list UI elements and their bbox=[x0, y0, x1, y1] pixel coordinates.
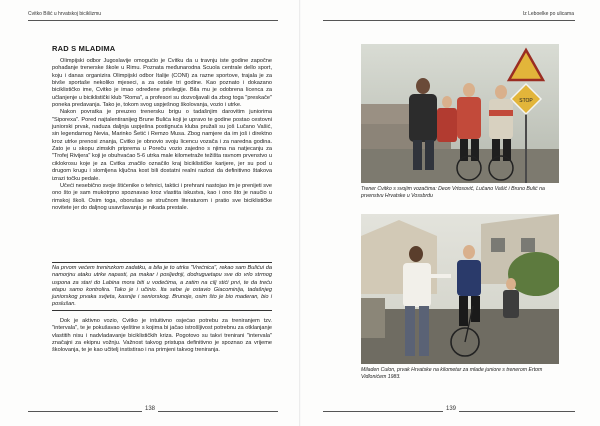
paragraph-1: Olimpijski odbor Jugoslavije omogućio je Cvitku da u travnju iste godine započne pohađanje trenerske škole u Rimu. Poznata međunarodna Scuola centrale dello sport, koju i danas organizira Olimpijski odbor Italije (CONI) za razne sportove, trajala je za bivše sportaše nekoliko mjeseci, a za ostale tri godine. Kao poznato i dokazano biciklističko ime, Cvitko je imao određene privilegije. Bila mu je odobrena licenca za učlanjenje u biciklistički klub "Roma", a profesori su dozvoljavali da zbog toga "preskače" poneka predavanja. Tako je, tokom svog uspješnog školovanja, vozio i utrke. bbox=[52, 58, 272, 109]
photo-cyclists-with-coach bbox=[361, 44, 559, 183]
sign-label: STOP bbox=[519, 98, 533, 104]
section-title: RAD S MLADIMA bbox=[52, 44, 116, 53]
closing-paragraph: Dok je aktivno vozio, Cvitko je intuitivno osjećao potrebu za treniranjem tzv. "intervala", te je pokušavao vještine s kojima bi jačao istrošljivost potrebnu za otklanjanje vlastitih nisu i nadvladavanje biciklističkih kriza. Pogotovo su takvi trenirani "intervala" značajni za ekipnu vožnju. Važnost takvog pristupa definitivno je spoznao za vrijeme školovanja, te je kao učitelj instistirao i na primjeni takvog treniranja. bbox=[52, 318, 272, 354]
quote-text: Na prvom većem treninzkom zadatku, a bila je to utrka "Vrećnica", rekao sam Bulićui da namorjnu ataku utrke napasti, pa makar i posljednji, dodruguetapu sve do vrlo strmog uspona za stari do Labina mora biti u vodećima, a zatim na cilj stići prvi, te da treću etapu samo kontrolira. Tako je i učinio. Ita sebe je ostavio Giacominija, tadašnjeg juniorskog prvaka svijeta, kasnije i seniorskog. Brunoje, osim što je bio maderan, bio i poslušan. bbox=[52, 265, 272, 308]
left-body-text bbox=[52, 58, 272, 212]
paragraph-2: Nakon povratka je preuzeo trenersku brigu o tadašnjim darovitim juniorima "Siporexa". Pored najtalentiranijeg Brune Bulića koji je upravo te godine postao cestovni juniorski prvak, naduza daljnja uspješna postignuća kluba pružali su još Lučano Vašić, sin legendarnog Nevia, Marinko Šetić i Remzo Musa. Zbog namjere da im još i direktno kroz utrke prenosi znanja, Cvitko je obnovio svoju licencu vozača i za naredna godina. Zato je u skopu zimskih priprema u Poreču vozio zajedno s njima na natjecanju za "Trofej Rivijera" koji je obuhvaćao 5-6 utrka male kilometraže težišta ravnom prvenstvo u ciklokrosu koje je za Cvitka značilo označilo kraj biciklističke karijere, jer su pod u drugom krugu i slomljena ključna kost bili dostatni realni razlozi da definitivno štakova izrazi točku pedale. bbox=[52, 109, 272, 182]
left-closing-text bbox=[52, 318, 272, 355]
right-page-number: 139 bbox=[443, 406, 459, 412]
right-running-head: Iz Leboelke po ulicama bbox=[522, 11, 574, 17]
photo-2-image bbox=[361, 214, 559, 364]
left-running-head: Cvitko Bilić u hrvatskoj biciklizmu bbox=[28, 11, 102, 17]
caption-photo-1: Trener Cvitko s svojim vozačima: Deon Vrtosović, Lučano Vašić i Bruno Bulić na prvenstvu Hrvatske u Vossbrdu bbox=[361, 186, 545, 199]
left-page-number: 138 bbox=[142, 406, 158, 412]
left-header-rule bbox=[28, 20, 278, 21]
right-page bbox=[301, 0, 600, 426]
paragraph-3: Učeći nesebično svoje štićenike o tehnici, taktici i prehrani nastojao im je prenijeti sve ono što je sam mukotrpno spoznavao kroz vlastita iskustva, kao i ono što je naučio u rimskoj školi. Osim toga, oborušao se stručnom literaturom i pratio sve biciklističke novitete jer do daljnog usavršavanja je nikada prestale. bbox=[52, 182, 272, 211]
photo-young-cyclist-with-trainer bbox=[361, 214, 559, 364]
caption-photo-2: Miladen Culon, prvak Hrvatske na kilometar za mlade juniore s trenerom Ertom Vidlonićem 1983. bbox=[361, 367, 543, 380]
photo-1-image bbox=[361, 44, 559, 183]
quote-box bbox=[52, 262, 272, 311]
right-header-rule bbox=[323, 20, 575, 21]
